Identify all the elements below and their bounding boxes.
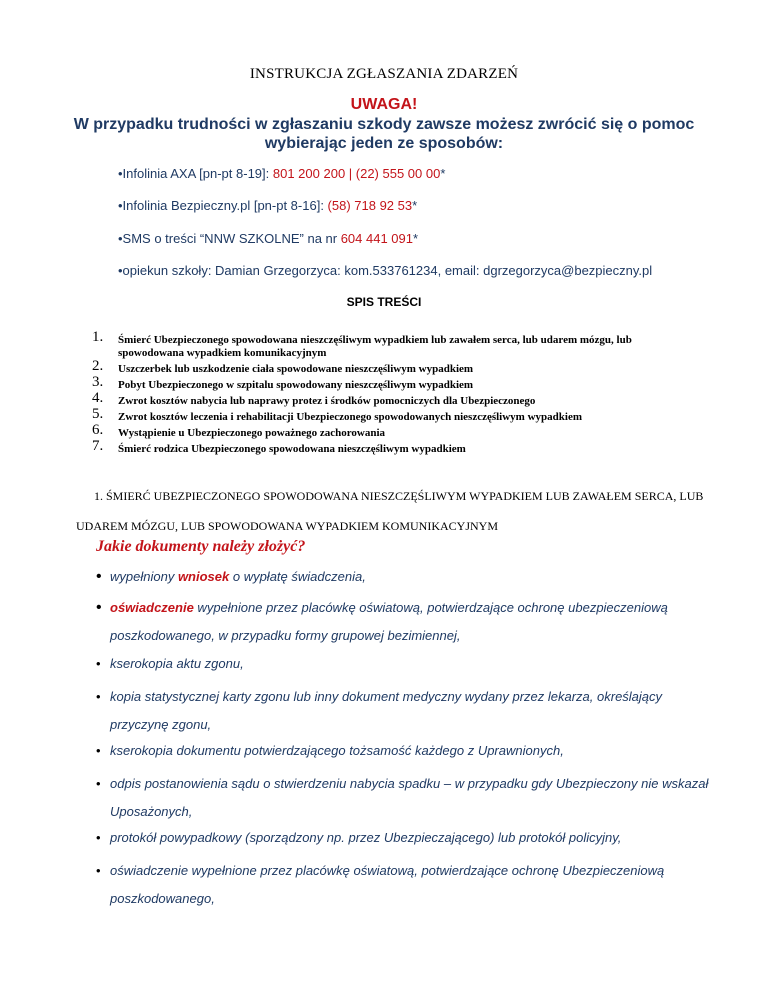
toc-item-number: 7. [92,438,104,454]
asterisk: * [412,198,418,213]
document-text: odpis postanowienia sądu o stwierdzeniu nabycia spadku – w przypadku gdy Ubezpieczony nie wskazał Uposażonych, [110,776,709,819]
toc-item-text: Zwrot kosztów nabycia lub naprawy protez i środków pomocniczych dla Ubezpieczonego [118,395,536,407]
warning-text: W przypadku trudności w zgłaszaniu szkody zawsze możesz zwrócić się o pomoc wybierając jeden ze sposobów: [73,116,695,152]
phone-number: 801 200 200 | (22) 555 00 00 [272,166,441,181]
toc-item-text: Pobyt Ubezpieczonego w szpitalu spowodowany nieszczęśliwym wypadkiem [118,379,474,391]
toc-title: SPIS TREŚCI [346,295,422,309]
section-heading: 1. ŚMIERĆ UBEZPIECZONEGO SPOWODOWANA NIESZCZĘŚLIWYM WYPADKIEM LUB ZAWAŁEM SERCA, LUB UDAREM MÓZGU, LUB SPOWODOWANA WYPADKIEM KOMUNIKACYJNYM [76,489,704,533]
toc-item-number: 2. [92,358,104,374]
toc-item-text: Wystąpienie u Ubezpieczonego poważnego zachorowania [118,427,386,439]
bullet-icon: • [96,568,102,585]
toc-item-number: 6. [92,422,104,438]
bullet-icon: • [96,599,102,616]
contact-label: •SMS o treści “NNW SZKOLNE” na nr [118,231,341,246]
document-text: wypełniony wniosek o wypłatę świadczenia, [110,569,366,584]
contact-label: •Infolinia AXA [pn-pt 8-19]: [118,166,273,181]
contact-school-guardian [118,263,652,278]
bullet-icon: • [96,863,101,878]
toc-item-text: Śmierć rodzica Ubezpieczonego spowodowana nieszczęśliwym wypadkiem [118,443,466,455]
contact-bezpieczny-hotline [118,198,417,213]
bullet-icon: • [96,743,101,758]
document-text: kserokopia dokumentu potwierdzającego tożsamość każdego z Uprawnionych, [110,743,564,758]
document-text: oświadczenie wypełnione przez placówkę oświatową, potwierdzające ochronę ubezpieczeniową poszkodowanego, w przypadku formy grupowej bezimiennej, [110,600,668,643]
bullet-icon: • [96,656,101,671]
asterisk: * [413,231,419,246]
toc-item-text: Zwrot kosztów leczenia i rehabilitacji Ubezpieczonego spowodowanych nieszczęśliwym wypadkiem [118,411,582,423]
document-text: oświadczenie wypełnione przez placówkę oświatową, potwierdzające ochronę Ubezpieczeniową poszkodowanego, [110,863,665,906]
toc-item-number: 5. [92,406,104,422]
bullet-icon: • [96,776,101,791]
asterisk: * [440,166,446,181]
document-text: protokół powypadkowy (sporządzony np. przez Ubezpieczającego) lub protokół policyjny, [110,830,622,845]
phone-number: (58) 718 92 53 [327,198,413,213]
toc-item [92,329,692,360]
document-title: INSTRUKCJA ZGŁASZANIA ZDARZEŃ [249,66,519,82]
toc-item-number: 1. [92,329,104,345]
documents-question: Jakie dokumenty należy złożyć? [96,538,306,555]
document-text: kopia statystycznej karty zgonu lub inny dokument medyczny wydany przez lekarza, określający przyczynę zgonu, [110,689,663,732]
toc-item-text: Uszczerbek lub uszkodzenie ciała spowodowane nieszczęśliwym wypadkiem [118,363,474,375]
contact-sms [118,231,418,246]
document-text: kserokopia aktu zgonu, [110,656,244,671]
contact-label: •Infolinia Bezpieczny.pl [pn-pt 8-16]: [118,198,328,213]
contact-label: •opiekun szkoły: Damian Grzegorzyca: kom.533761234, email: dgrzegorzyca@bezpieczny.pl [118,263,653,278]
warning-title: UWAGA! [350,96,418,113]
toc-item-number: 3. [92,374,104,390]
contact-axa-hotline [118,166,445,181]
toc-item-number: 4. [92,390,104,406]
bullet-icon: • [96,689,101,704]
toc-item-text: Śmierć Ubezpieczonego spowodowana nieszczęśliwym wypadkiem lub zawałem serca, lub udarem mózgu, lub spowodowana wypadkiem komunikacyjnym [118,334,632,359]
bullet-icon: • [96,830,101,845]
highlight-keyword: wniosek [177,569,230,584]
highlight-keyword: oświadczenie [110,600,194,615]
sms-number: 604 441 091 [340,231,413,246]
